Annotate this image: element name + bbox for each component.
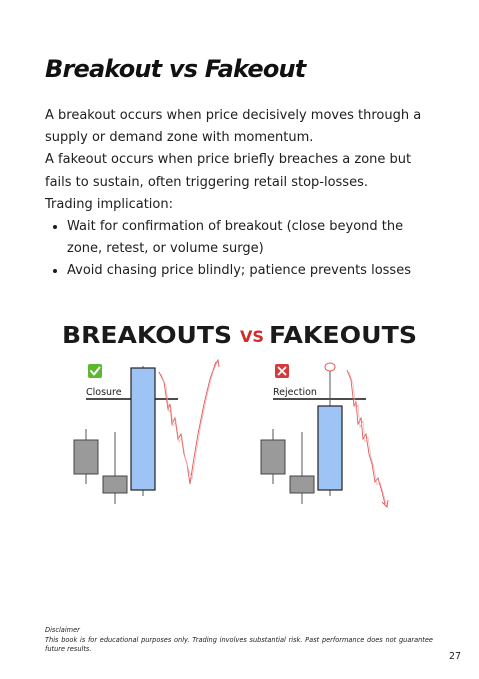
- breakout-price-path: [159, 360, 219, 484]
- bearish-candle: [103, 432, 127, 504]
- list-item: • Wait for confirmation of breakout (close beyond the zone, retest, or volume surge): [67, 216, 440, 260]
- breakout-fakeout-illustration: [58, 314, 428, 534]
- closure-label: Closure: [86, 387, 122, 398]
- implication-list: [45, 216, 440, 283]
- page-title: Breakout vs Fakeout: [45, 55, 306, 83]
- disclaimer-text: This book is for educational purposes only. Trading involves substantial risk. Past performance does not guarantee future results.: [45, 635, 433, 654]
- list-item: • Avoid chasing price blindly; patience prevents losses: [67, 260, 440, 282]
- bullish-fakeout-candle: [318, 402, 342, 496]
- body-text: [45, 105, 440, 283]
- paragraph-breakout: A breakout occurs when price decisively moves through a supply or demand zone with momentum.: [45, 108, 422, 146]
- disclaimer-title: Disclaimer: [45, 626, 80, 634]
- cross-icon: [275, 364, 289, 378]
- bullish-breakout-candle: [131, 366, 155, 496]
- bearish-candle: [74, 429, 98, 484]
- bearish-candle: [261, 429, 285, 484]
- paragraph-fakeout: A fakeout occurs when price briefly breaches a zone but fails to sustain, often triggering retail stop-losses.: [45, 152, 412, 190]
- heading-fakeouts: FAKEOUTS: [269, 321, 417, 349]
- paragraph-implication: Trading implication:: [45, 196, 173, 212]
- page-number: 27: [449, 651, 462, 662]
- check-icon: [88, 364, 102, 378]
- illustration-svg: [58, 314, 428, 534]
- heading-breakouts: BREAKOUTS: [62, 321, 233, 349]
- bearish-candle: [290, 432, 314, 504]
- wick-highlight-circle: [325, 363, 335, 404]
- disclaimer: [45, 626, 433, 655]
- rejection-label: Rejection: [273, 387, 317, 398]
- fakeout-price-path: [347, 370, 388, 507]
- heading-vs: VS: [240, 327, 264, 346]
